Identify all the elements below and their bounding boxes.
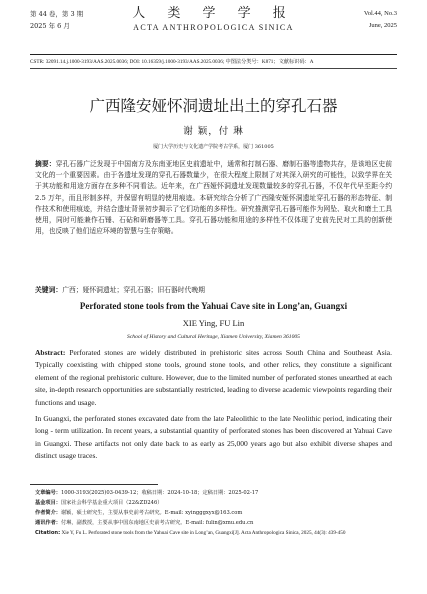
volume-en: Vol.44, No.3 bbox=[363, 10, 397, 17]
journal-title-cn: 人 类 学 学 报 bbox=[132, 6, 295, 21]
article-no-label: 文章编号： bbox=[35, 490, 61, 496]
footnote-author bbox=[35, 508, 397, 518]
abstract-cn-text: 穿孔石器广泛发现于中国南方及东南亚地区史前遗址中，通常和打制石器、磨制石器等遗物共存，是该地区史前文化的一个重要因素。由于各遗址发现的穿孔石器数量少，在很大程度上限制了对其深入研究的可能性，以致学界在关于其功能和用途方面存在多种不同看法。近年来，在广西娅怀洞遗址发现数量较多的穿孔石器，不仅年代早至距今约 2.5 万年，而且形制多样，并保留有明显的使用痕迹。本研究综合分析了广西隆安娅怀洞遗址穿孔石器的形态特征、制作技术和使用痕迹，并结合遗址背景初步揭示了它们功能的多样性。研究推测穿孔石器可能作为网坠、取火和磨土工具使用，同时可能兼作石锤、石砧和研磨器等工具。穿孔石器功能和用途的多样性不仅体现了史前先民对工具的创新使用，也反映了他们适应环境的智慧与生存策略。 bbox=[35, 160, 393, 236]
article-no-text: 1000-3193(2025)03-0439-12；收稿日期：2024-10-18；定稿日期：2025-02-17 bbox=[60, 490, 259, 496]
keywords-cn bbox=[35, 285, 392, 296]
author-label: 作者简介： bbox=[35, 510, 61, 516]
volume-cn: 第 44 卷，第 3 期 bbox=[30, 10, 84, 18]
citation-label: Citation: bbox=[35, 530, 61, 536]
corresponding-label: 通讯作者： bbox=[35, 520, 61, 526]
abstract-cn bbox=[35, 159, 392, 237]
footnotes bbox=[35, 488, 397, 538]
article-title-cn: 广西隆安娅怀洞遗址出土的穿孔石器 bbox=[89, 97, 338, 115]
abstract-cn-label: 摘要： bbox=[35, 160, 56, 168]
authors-cn: 谢 颖，付 琳 bbox=[183, 126, 244, 137]
fund-text: 国家社会科学基金重大项目（22&ZD246） bbox=[60, 500, 163, 506]
date-cn: 2025 年 6 月 bbox=[30, 22, 70, 30]
masthead-right bbox=[364, 8, 397, 32]
footnote-citation bbox=[35, 528, 397, 538]
article-title-en: Perforated stone tools from the Yahuai Cave site in Long’an, Guangxi bbox=[79, 301, 348, 311]
meta-rule bbox=[30, 68, 397, 69]
abstract-en-para-1 bbox=[35, 347, 392, 409]
masthead-center bbox=[30, 6, 397, 34]
journal-title-en: ACTA ANTHROPOLOGICA SINICA bbox=[133, 23, 294, 32]
authors-en: XIE Ying, FU Lin bbox=[182, 318, 245, 328]
corresponding-text: 付琳，副教授，主要从事中国东南地区史前考古研究。E-mail: fulin@xmu.edu.cn bbox=[60, 520, 254, 526]
footnote-fund bbox=[35, 498, 397, 508]
header-rule bbox=[30, 54, 397, 55]
abstract-en bbox=[35, 347, 392, 467]
keywords-cn-text: 广西；娅怀洞遗址；穿孔石器；旧石器时代晚期 bbox=[62, 286, 205, 294]
footnote-rule bbox=[30, 484, 158, 485]
keywords-cn-label: 关键词： bbox=[35, 286, 63, 294]
abstract-en-para-2: In Guangxi, the perforated stones excavated date from the late Paleolithic to the late Neolithic period, indicating their long - term utilization. In recent years, a substantial quantity of perforated stones has been discovered at Yahuai Cave in Guangxi. These artifacts not only date back to as early as 25,000 years ago but also exhibit diverse shapes and distinct usage traces. bbox=[35, 414, 392, 461]
abstract-en-para-1-text: Perforated stones are widely distributed in prehistoric sites across South China and Southeast Asia. Typically coexisting with chipped stone tools, ground stone tools, and other relics, they constitute a significant element of the regional prehistoric culture. However, due to the limited number of perforated stones unearthed at each site, in-depth research opportunities are substantially restricted, leading to diverse academic viewpoints regarding their functions and usage. bbox=[35, 348, 392, 407]
fund-label: 基金项目： bbox=[35, 500, 61, 506]
abstract-en-label: Abstract: bbox=[35, 348, 66, 357]
footnote-article-no bbox=[35, 488, 397, 498]
identifier-line: CSTR: 32091.14.j.1000-3193/AAS.2025.0036; DOI: 10.16359/j.1000-3193/AAS.2025.0036; 中图法分类号：K871；文献标识码：A bbox=[30, 59, 314, 65]
affiliation-cn: 厦门大学历史与文化遗产学院考古学系，厦门 361005 bbox=[153, 144, 274, 150]
citation-text: Xie Y, Fu L. Perforated stone tools from the Yahuai Cave site in Long’an, Guangxi[J]. Acta Anthropologica Sinica, 2025, 44(3): 439-450 bbox=[61, 530, 346, 536]
masthead bbox=[30, 6, 397, 52]
affiliation-en: School of History and Cultural Heritage, Xiamen University, Xiamen 361005 bbox=[127, 334, 300, 340]
footnote-corresponding bbox=[35, 518, 397, 528]
author-text: 谢颖，硕士研究生，主要从事史前考古研究。E-mail: xyingggxyx@163.com bbox=[60, 510, 243, 516]
date-en: June, 2025 bbox=[368, 22, 397, 29]
